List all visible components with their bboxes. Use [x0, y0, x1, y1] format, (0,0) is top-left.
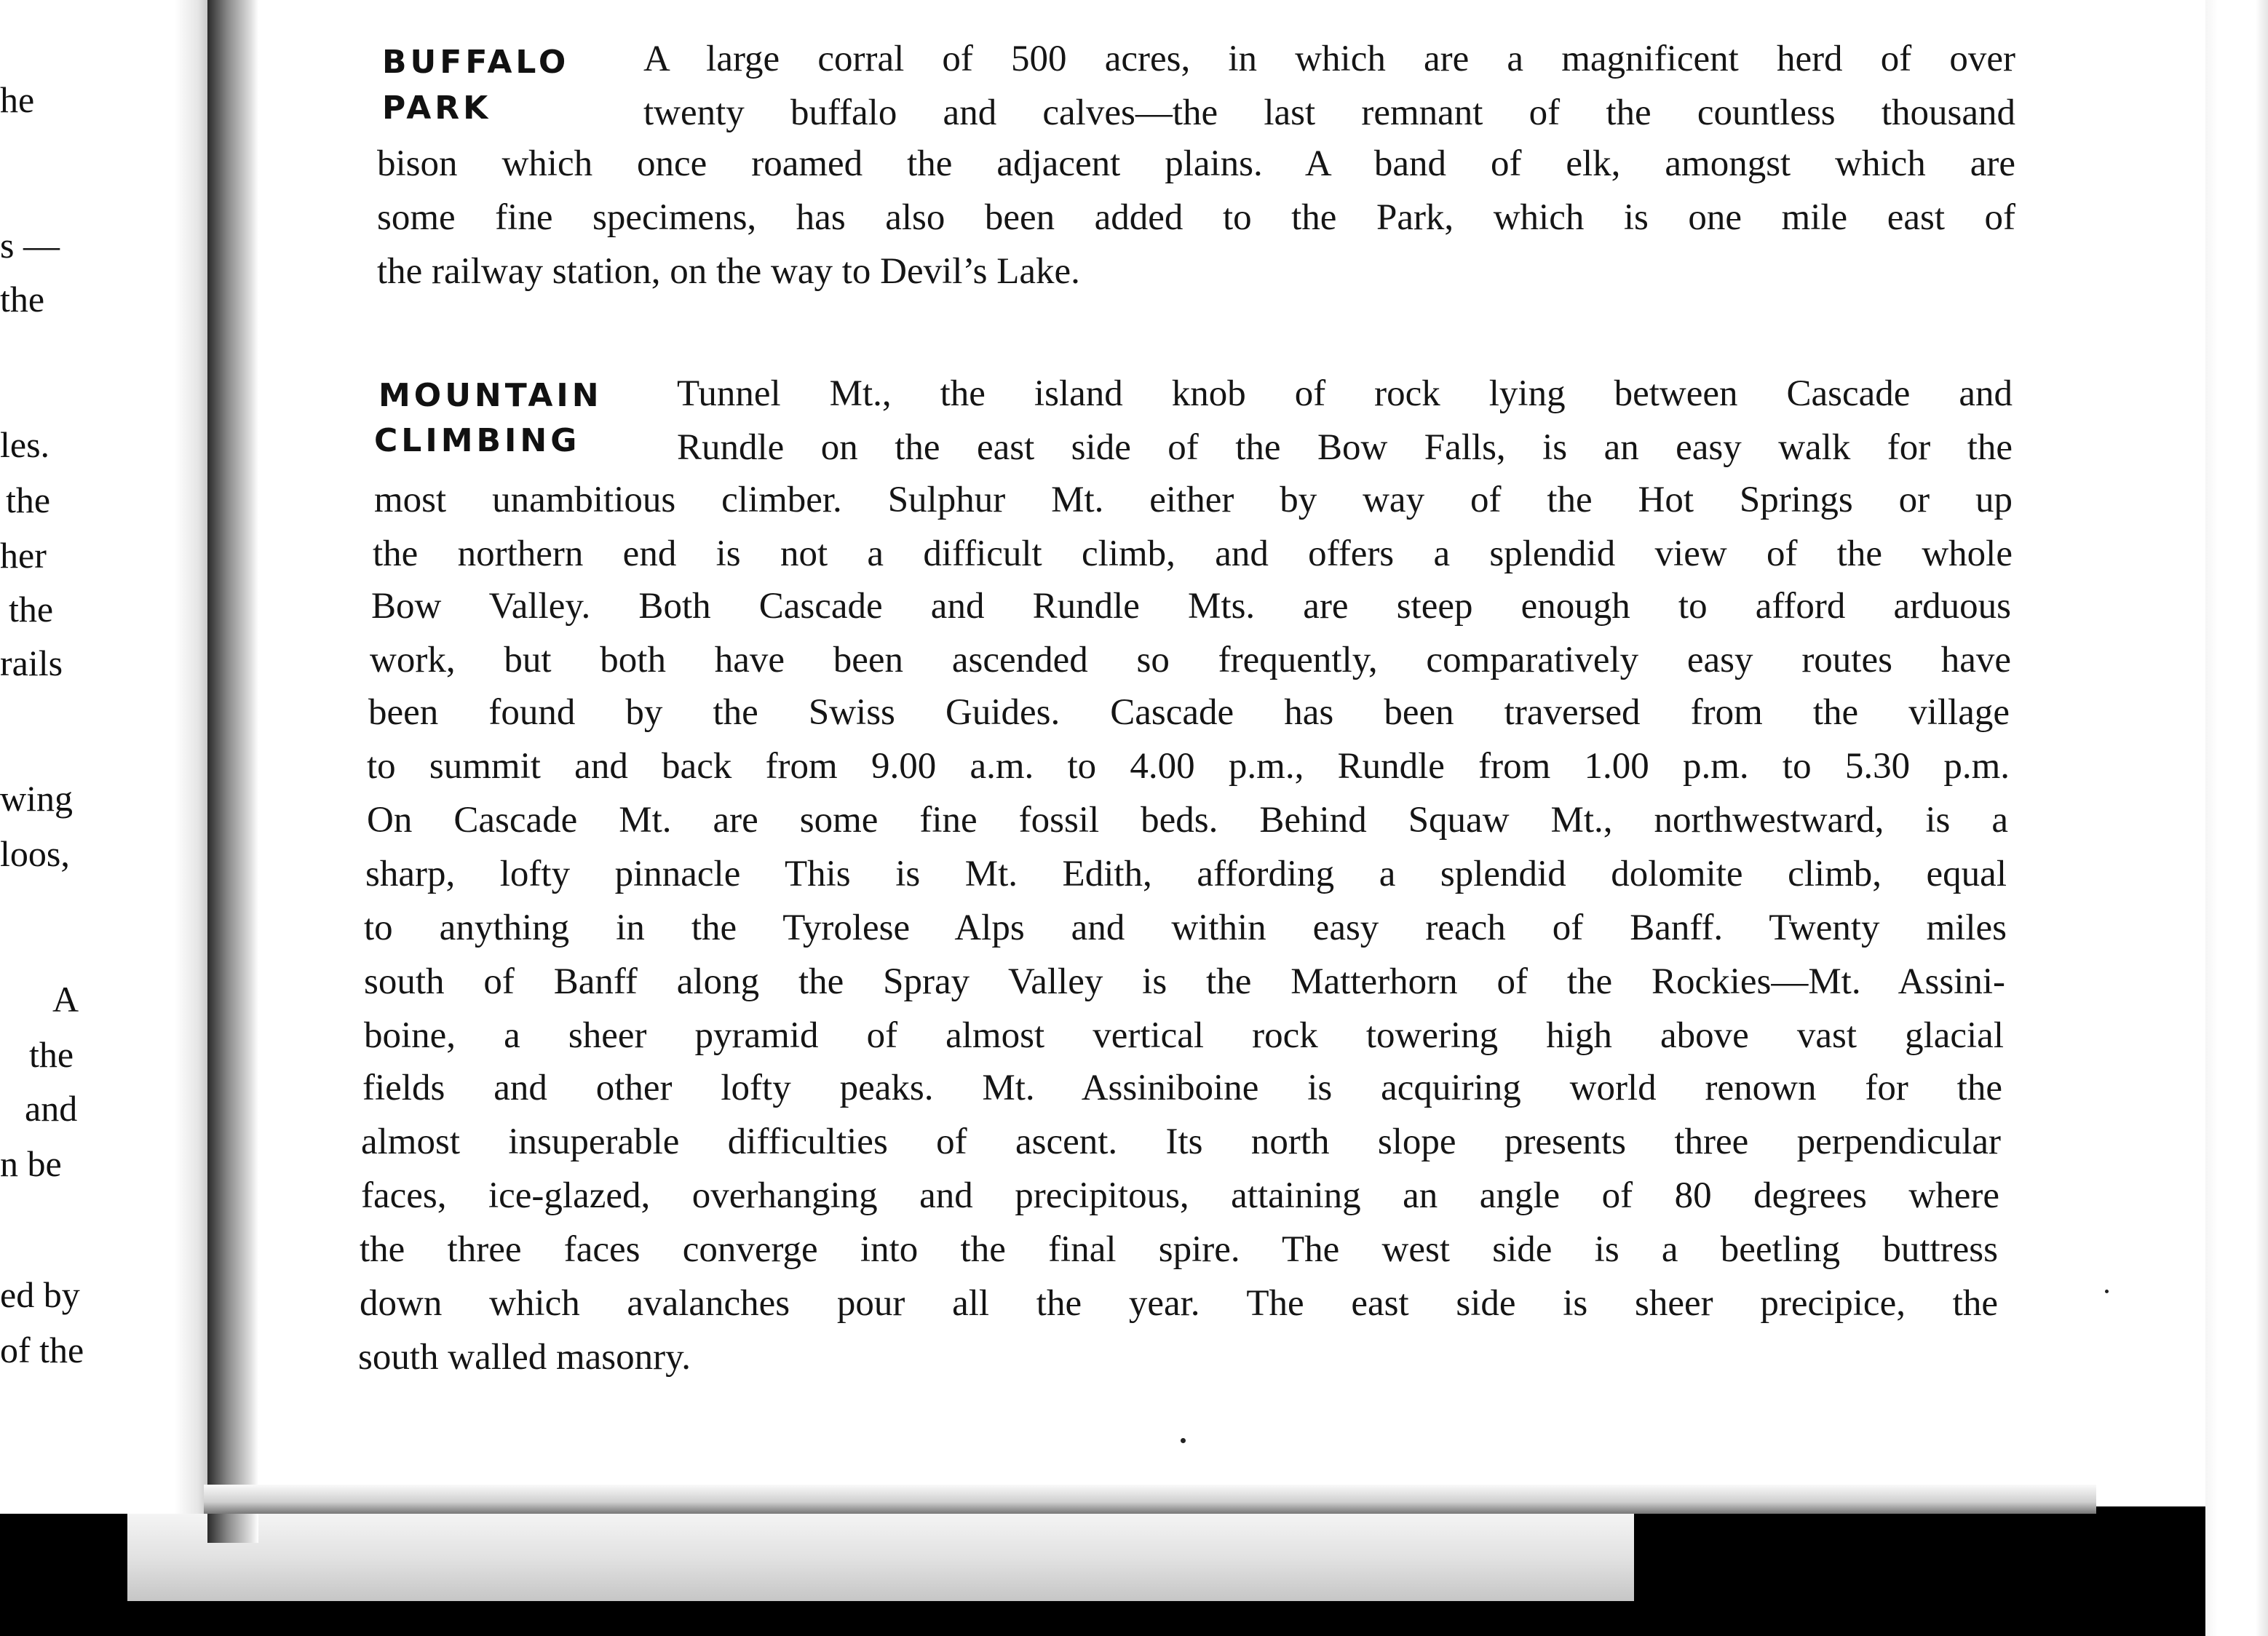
left-fragment: s —	[0, 225, 60, 266]
speck-mark	[2105, 1290, 2109, 1293]
paragraph-line: some fine specimens, has also been added to the Park, which is one mile east of	[377, 197, 2015, 238]
left-fragment: A	[52, 979, 79, 1020]
paragraph-line: the railway station, on the way to Devil’s Lake.	[377, 251, 1080, 292]
page-right-edge	[2205, 0, 2268, 1636]
paragraph-line: south of Banff along the Spray Valley is the Matterhorn of the Rockies—Mt. Assini-	[364, 961, 2005, 1002]
paragraph-line: to anything in the Tyrolese Alps and within easy reach of Banff. Twenty miles	[364, 908, 2007, 948]
paragraph-line: to summit and back from 9.00 a.m. to 4.00 p.m., Rundle from 1.00 p.m. to 5.30 p.m.	[367, 746, 2010, 787]
paragraph-line: the three faces converge into the final spire. The west side is a beetling buttress	[360, 1229, 1998, 1270]
paragraph-line: sharp, lofty pinnacle This is Mt. Edith, affording a splendid dolomite climb, equal	[365, 854, 2007, 894]
left-fragment: of the	[0, 1330, 84, 1370]
paragraph-line: most unambitious climber. Sulphur Mt. either by way of the Hot Springs or up	[374, 480, 2013, 520]
section-heading: BUFFALO	[382, 44, 570, 81]
left-fragment: loos,	[0, 833, 70, 874]
left-fragment: her	[0, 535, 47, 576]
left-fragment: the	[9, 589, 54, 630]
paragraph-line: bison which once roamed the adjacent plains. A band of elk, amongst which are	[377, 143, 2015, 184]
paragraph-line: Rundle on the east side of the Bow Falls, is an easy walk for the	[677, 427, 2013, 468]
paragraph-line: twenty buffalo and calves—the last remnant of the countless thousand	[643, 92, 2015, 133]
paragraph-line: been found by the Swiss Guides. Cascade has been traversed from the village	[368, 692, 2010, 733]
paragraph-line: work, but both have been ascended so frequently, comparatively easy routes have	[370, 640, 2011, 680]
left-fragment: ed by	[0, 1274, 80, 1315]
paragraph-line: Bow Valley. Both Cascade and Rundle Mts. are steep enough to afford arduous	[371, 586, 2011, 627]
left-fragment: the	[6, 480, 51, 520]
paragraph-line: faces, ice-glazed, overhanging and precipitous, attaining an angle of 80 degrees where	[361, 1175, 1999, 1216]
paragraph-line: fields and other lofty peaks. Mt. Assiniboine is acquiring world renown for the	[362, 1068, 2002, 1108]
paragraph-line: On Cascade Mt. are some fine fossil beds. Behind Squaw Mt., northwestward, is a	[367, 800, 2008, 841]
left-fragment: the	[0, 279, 45, 319]
underlying-page-edge	[127, 1514, 1634, 1601]
section-heading: PARK	[382, 90, 492, 127]
left-fragment: the	[29, 1034, 74, 1075]
paragraph-line: almost insuperable difficulties of ascent. Its north slope presents three perpendicular	[361, 1121, 2001, 1162]
left-fragment: rails	[0, 643, 63, 683]
section-heading: CLIMBING	[374, 422, 581, 459]
paragraph-line: Tunnel Mt., the island knob of rock lying between Cascade and	[677, 373, 2013, 414]
left-fragment: and	[25, 1088, 78, 1129]
paragraph-line: A large corral of 500 acres, in which are a magnificent herd of over	[643, 39, 2015, 79]
left-fragment: wing	[0, 778, 73, 819]
paragraph-line: boine, a sheer pyramid of almost vertical rock towering high above vast glacial	[364, 1015, 2004, 1056]
speck-mark	[1181, 1438, 1186, 1443]
paragraph-line: south walled masonry.	[358, 1337, 691, 1378]
left-fragment: he	[0, 79, 35, 120]
paragraph-line: the northern end is not a difficult climb, and offers a splendid view of the whole	[373, 533, 2013, 574]
section-heading: MOUNTAIN	[378, 377, 603, 414]
page-curl-shadow	[207, 0, 258, 1543]
page-bottom-edge	[204, 1485, 2096, 1514]
left-fragment: n be	[0, 1143, 62, 1184]
left-fragment: les.	[0, 424, 50, 465]
paragraph-line: down which avalanches pour all the year. The east side is sheer precipice, the	[360, 1283, 1998, 1324]
